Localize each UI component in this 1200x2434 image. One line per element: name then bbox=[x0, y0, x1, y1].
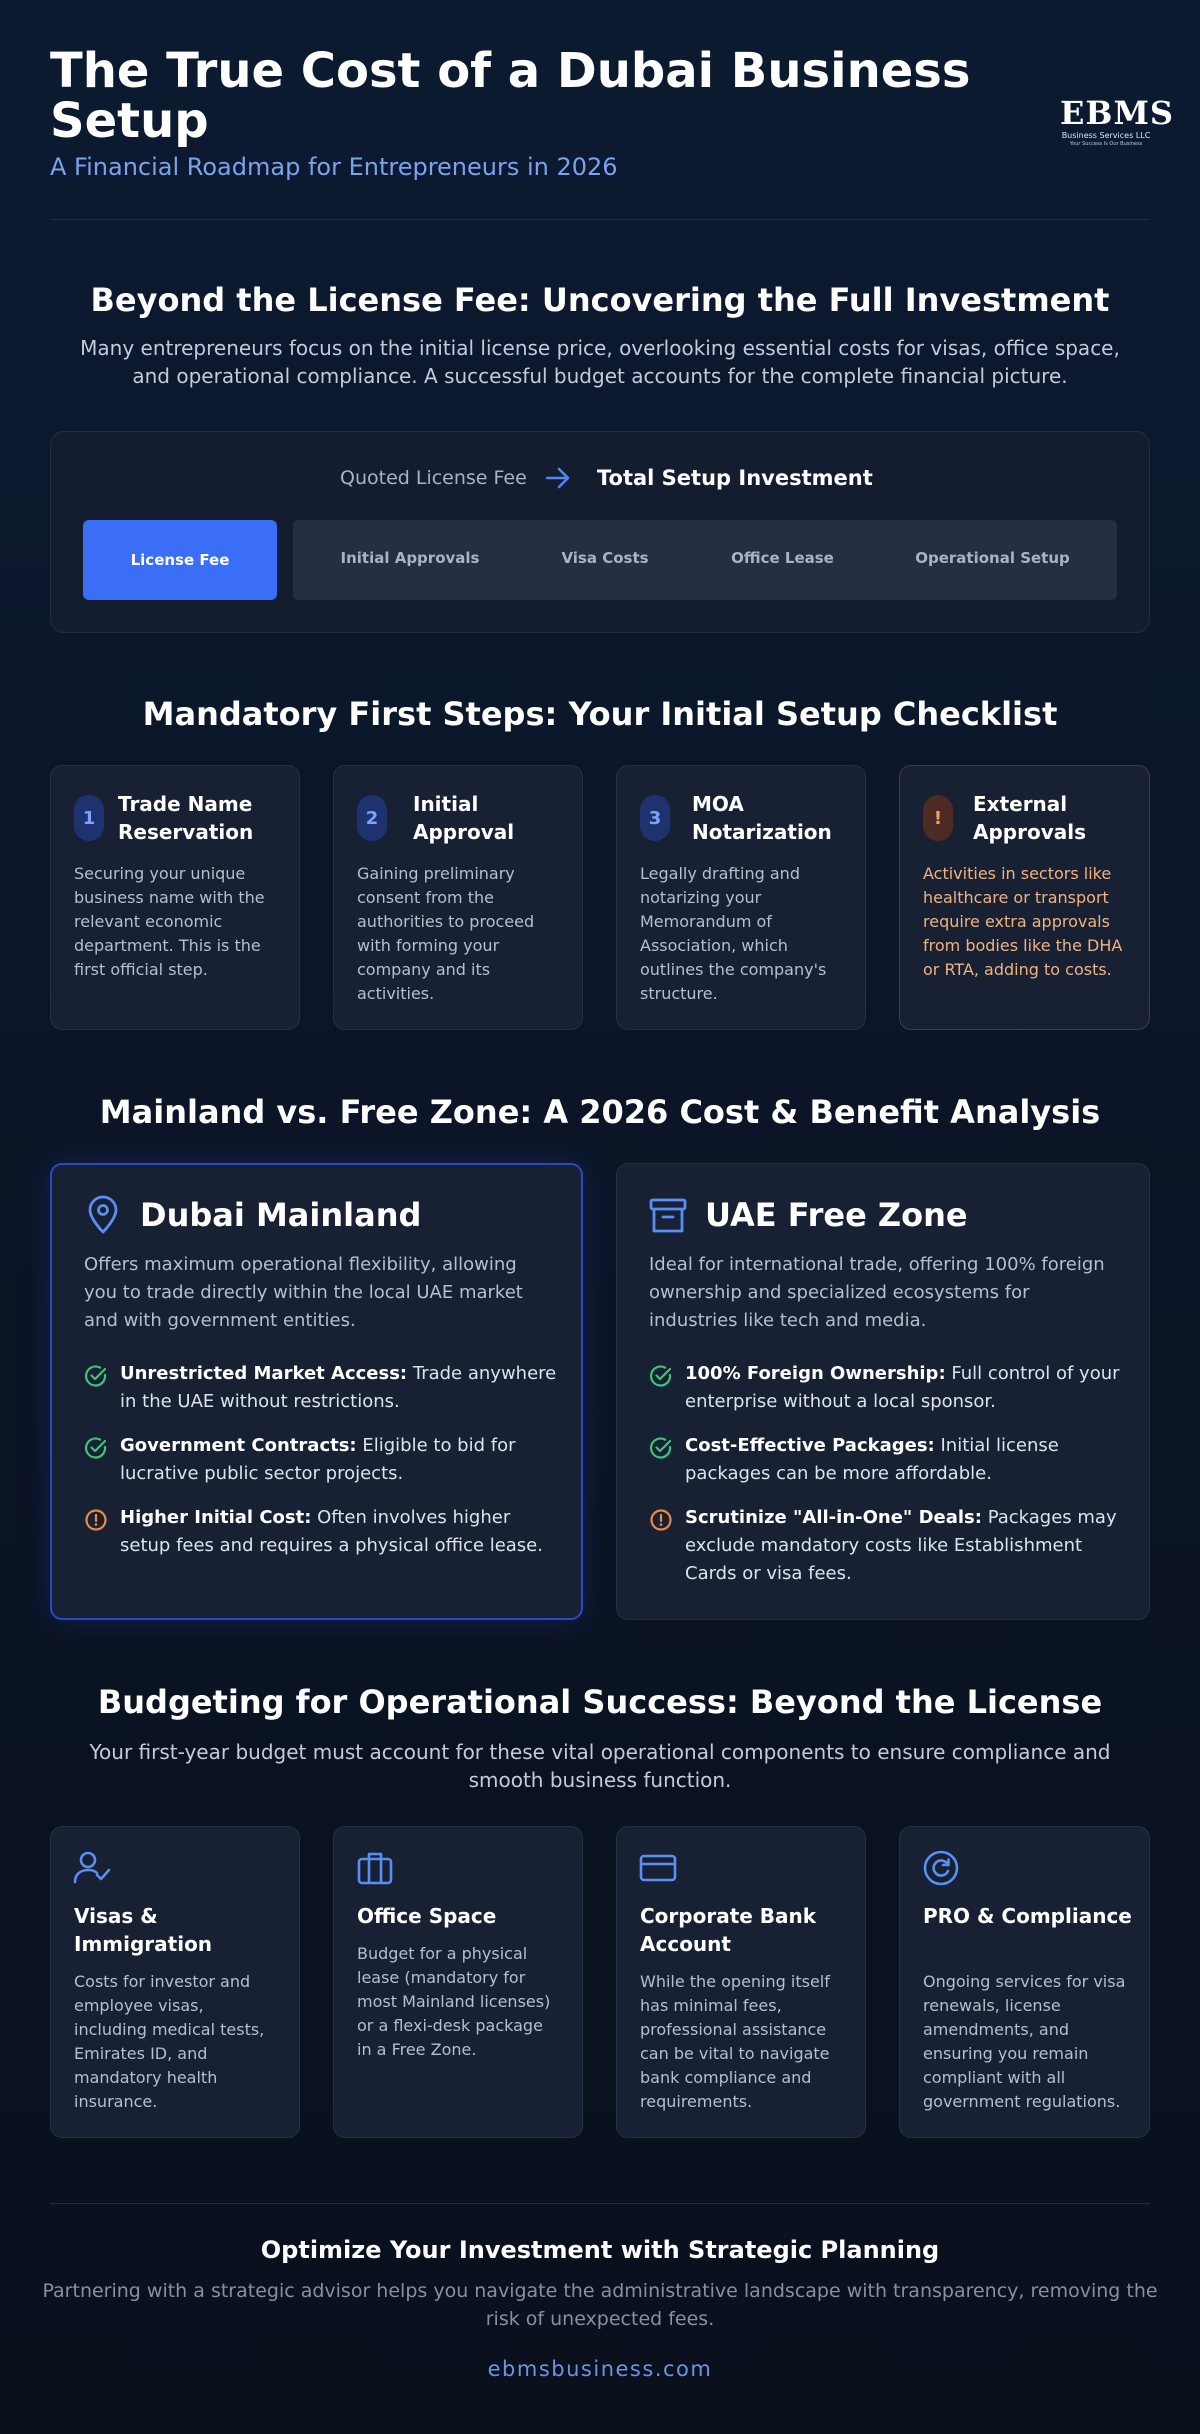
step-badge: 3 bbox=[640, 795, 670, 841]
item-label: Government Contracts: bbox=[120, 1435, 357, 1456]
comparison-heading: Mainland vs. Free Zone: A 2026 Cost & Benefit Analysis bbox=[99, 1093, 1101, 1131]
logo-company-name: Business Services LLC bbox=[1061, 131, 1151, 140]
segment-license-fee: License Fee bbox=[83, 520, 277, 600]
budget-card-description: Budget for a physical lease (mandatory for most Mainland licenses) or a flexi-desk package in a Free Zone. bbox=[357, 1944, 551, 2059]
check-circle-icon bbox=[84, 1436, 108, 1460]
step-title: Trade Name Reservation bbox=[118, 792, 254, 844]
header-divider bbox=[50, 219, 1150, 220]
item-label: Higher Initial Cost: bbox=[120, 1507, 312, 1528]
item-label: Scrutinize "All-in-One" Deals: bbox=[685, 1507, 982, 1528]
segment-office-lease: Office Lease bbox=[731, 549, 834, 567]
website-link[interactable]: ebmsbusiness.com bbox=[487, 2357, 713, 2381]
mainland-title: Dubai Mainland bbox=[140, 1196, 422, 1234]
logo-wordmark: EBMS bbox=[1060, 94, 1174, 132]
budget-card-title: Office Space bbox=[357, 1904, 497, 1928]
company-logo[interactable] bbox=[1060, 94, 1174, 148]
item-text: Eligible to bid for lucrative public sector projects. bbox=[120, 1435, 516, 1484]
item-text: Packages may exclude mandatory costs like Establishment Cards or visa fees. bbox=[685, 1507, 1117, 1584]
mainland-description: Offers maximum operational flexibility, allowing you to trade directly within the local UAE market and with government entities. bbox=[84, 1254, 523, 1331]
check-circle-icon bbox=[649, 1436, 673, 1460]
page-subtitle: A Financial Roadmap for Entrepreneurs in 2026 bbox=[50, 153, 618, 181]
budget-card-title: Visas & Immigration bbox=[74, 1904, 213, 1956]
item-label: Unrestricted Market Access: bbox=[120, 1363, 408, 1384]
step-title: Initial Approval bbox=[413, 792, 515, 844]
map-pin-icon bbox=[84, 1195, 122, 1235]
step-badge: 1 bbox=[74, 795, 104, 841]
footer-heading: Optimize Your Investment with Strategic Planning bbox=[260, 2236, 940, 2264]
overview-heading: Beyond the License Fee: Uncovering the Full Investment bbox=[90, 281, 1110, 319]
page-title: The True Cost of a Dubai Business Setup bbox=[50, 43, 971, 149]
budget-card-title: Corporate Bank Account bbox=[640, 1904, 817, 1956]
freezone-caution-all-in-one bbox=[685, 1504, 1125, 1588]
footer-divider bbox=[50, 2203, 1150, 2204]
freezone-description: Ideal for international trade, offering 100% foreign ownership and specialized ecosystems for industries like tech and media. bbox=[649, 1254, 1105, 1331]
item-text: Full control of your enterprise without a local sponsor. bbox=[685, 1363, 1120, 1412]
segment-initial-approvals: Initial Approvals bbox=[340, 549, 480, 567]
item-text: Trade anywhere in the UAE without restrictions. bbox=[120, 1363, 557, 1412]
warning-badge: ! bbox=[923, 795, 953, 841]
step-badge: 2 bbox=[357, 795, 387, 841]
budget-heading: Budgeting for Operational Success: Beyond the License bbox=[97, 1683, 1103, 1721]
mainland-drawback-initial-cost bbox=[120, 1504, 560, 1560]
segment-visa-costs: Visa Costs bbox=[561, 549, 649, 567]
total-setup-investment-label: Total Setup Investment bbox=[597, 466, 873, 490]
check-circle-icon bbox=[84, 1364, 108, 1388]
budget-card-title: PRO & Compliance bbox=[923, 1904, 1132, 1928]
arrow-right-icon bbox=[545, 466, 571, 490]
freezone-title: UAE Free Zone bbox=[705, 1196, 968, 1234]
alert-circle-icon bbox=[84, 1508, 108, 1532]
budget-card-description: Costs for investor and employee visas, including medical tests, Emirates ID, and mandatory health insurance. bbox=[74, 1972, 265, 2111]
budget-card-description: Ongoing services for visa renewals, license amendments, and ensuring you remain compliant with all government regulations. bbox=[923, 1972, 1126, 2111]
logo-tagline: Your Success Is Our Business bbox=[1069, 141, 1143, 147]
archive-box-icon bbox=[648, 1197, 688, 1235]
checklist-heading: Mandatory First Steps: Your Initial Setup Checklist bbox=[142, 695, 1058, 733]
quoted-license-fee-label: Quoted License Fee bbox=[340, 467, 527, 489]
budget-card-description: While the opening itself has minimal fees, professional assistance can be vital to navigate bank compliance and requirements. bbox=[640, 1972, 830, 2111]
step-description: Securing your unique business name with the relevant economic department. This is the first official step. bbox=[74, 864, 265, 979]
step-description: Activities in sectors like healthcare or transport require extra approvals from bodies like the DHA or RTA, adding to costs. bbox=[923, 864, 1123, 979]
item-label: Cost-Effective Packages: bbox=[685, 1435, 935, 1456]
step-title: MOA Notarization bbox=[692, 792, 832, 844]
step-description: Legally drafting and notarizing your Memorandum of Association, which outlines the company's structure. bbox=[640, 864, 827, 1003]
overview-text: Many entrepreneurs focus on the initial license price, overlooking essential costs for visas, office space, and operational compliance. A successful budget accounts for the complete financial picture. bbox=[80, 336, 1120, 388]
freezone-benefit-packages bbox=[685, 1432, 1125, 1488]
alert-circle-icon bbox=[649, 1508, 673, 1532]
mainland-benefit-market-access bbox=[120, 1360, 560, 1416]
item-text: Initial license packages can be more affordable. bbox=[685, 1435, 1059, 1484]
item-label: 100% Foreign Ownership: bbox=[685, 1363, 946, 1384]
user-check-icon bbox=[72, 1848, 112, 1888]
mainland-benefit-government-contracts bbox=[120, 1432, 560, 1488]
budget-text: Your first-year budget must account for these vital operational components to ensure compliance and smooth business function. bbox=[89, 1740, 1111, 1792]
item-text: Often involves higher setup fees and requires a physical office lease. bbox=[120, 1507, 543, 1556]
step-title: External Approvals bbox=[973, 792, 1087, 844]
freezone-benefit-ownership bbox=[685, 1360, 1125, 1416]
briefcase-icon bbox=[355, 1848, 395, 1888]
check-circle-icon bbox=[649, 1364, 673, 1388]
step-description: Gaining preliminary consent from the authorities to proceed with forming your company and its activities. bbox=[357, 864, 535, 1003]
segment-operational-setup: Operational Setup bbox=[915, 549, 1070, 567]
refresh-cycle-icon bbox=[921, 1848, 961, 1888]
credit-card-icon bbox=[638, 1848, 678, 1888]
footer-text: Partnering with a strategic advisor helps you navigate the administrative landscape with transparency, removing the risk of unexpected fees. bbox=[42, 2280, 1158, 2330]
